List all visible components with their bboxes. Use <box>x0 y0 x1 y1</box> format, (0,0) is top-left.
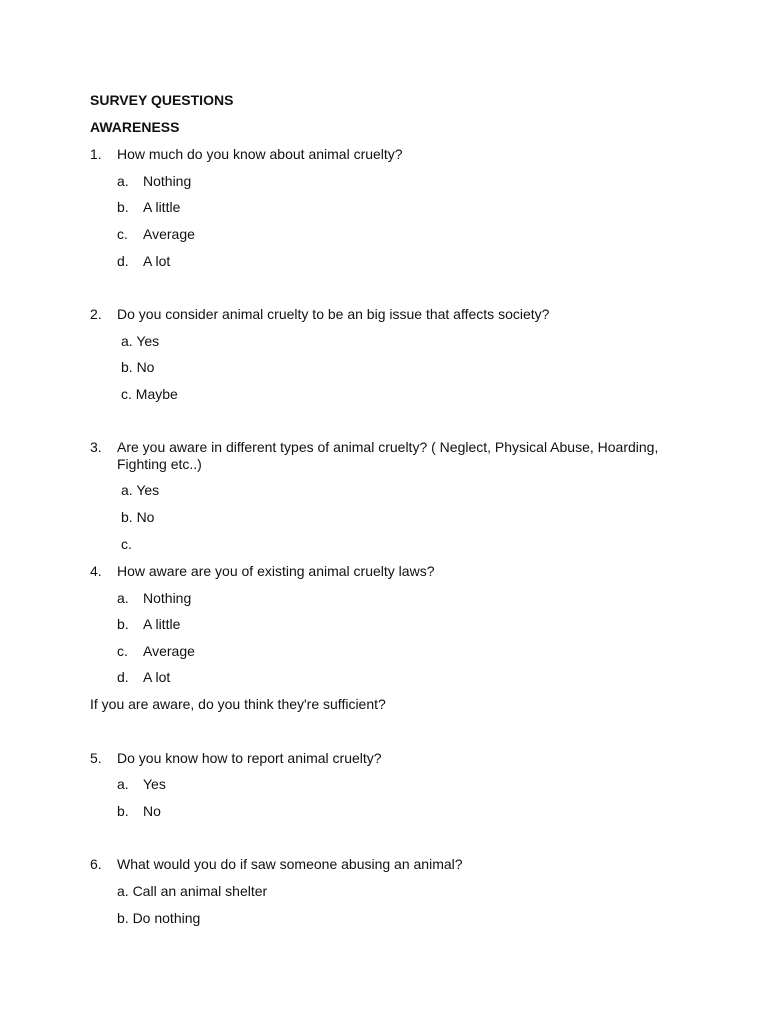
question-number: 5. <box>90 750 102 766</box>
question-number: 2. <box>90 306 102 322</box>
option-text: Nothing <box>143 173 192 189</box>
option-text: Average <box>143 643 195 659</box>
question-number: 6. <box>90 856 102 872</box>
option-letter: c. <box>117 643 128 659</box>
question-text: Do you know how to report animal cruelty? <box>117 750 382 766</box>
option-letter: a. <box>117 776 129 792</box>
option-text: Average <box>143 226 195 242</box>
option-letter: c. <box>117 226 128 242</box>
option-text: A lot <box>143 253 171 269</box>
question-text: Do you consider animal cruelty to be an big issue that affects society? <box>117 306 550 322</box>
option: b. No <box>121 509 155 525</box>
option: b. No <box>121 359 155 375</box>
question-text-line-1: Are you aware in different types of animal cruelty? ( Neglect, Physical Abuse, Hoarding, <box>117 439 659 455</box>
section-heading: AWARENESS <box>90 119 180 135</box>
question-text: What would you do if saw someone abusing an animal? <box>117 856 463 872</box>
question-text: How aware are you of existing animal cruelty laws? <box>117 563 435 579</box>
question-text-line-2: Fighting etc..) <box>117 456 202 472</box>
option-letter: a. <box>117 590 129 606</box>
option-letter: d. <box>117 253 129 269</box>
option: a. Yes <box>121 333 160 349</box>
question-number: 3. <box>90 439 102 455</box>
option: c. Maybe <box>121 386 178 402</box>
option-text: Nothing <box>143 590 192 606</box>
option: a. Yes <box>121 482 160 498</box>
option-text: A lot <box>143 669 171 685</box>
option: c. <box>121 536 132 552</box>
option: a. Call an animal shelter <box>117 883 268 899</box>
option-letter: a. <box>117 173 129 189</box>
option: b. Do nothing <box>117 910 201 926</box>
option-letter: b. <box>117 616 129 632</box>
question-number: 1. <box>90 146 102 162</box>
question-number: 4. <box>90 563 102 579</box>
option-letter: b. <box>117 803 129 819</box>
option-letter: b. <box>117 199 129 215</box>
option-text: No <box>143 803 161 819</box>
question-text: How much do you know about animal cruelty? <box>117 146 403 162</box>
option-text: A little <box>143 616 181 632</box>
option-letter: d. <box>117 669 129 685</box>
document-title: SURVEY QUESTIONS <box>90 92 234 108</box>
option-text: Yes <box>143 776 166 792</box>
option-text: A little <box>143 199 181 215</box>
followup-question: If you are aware, do you think they're sufficient? <box>90 696 386 712</box>
